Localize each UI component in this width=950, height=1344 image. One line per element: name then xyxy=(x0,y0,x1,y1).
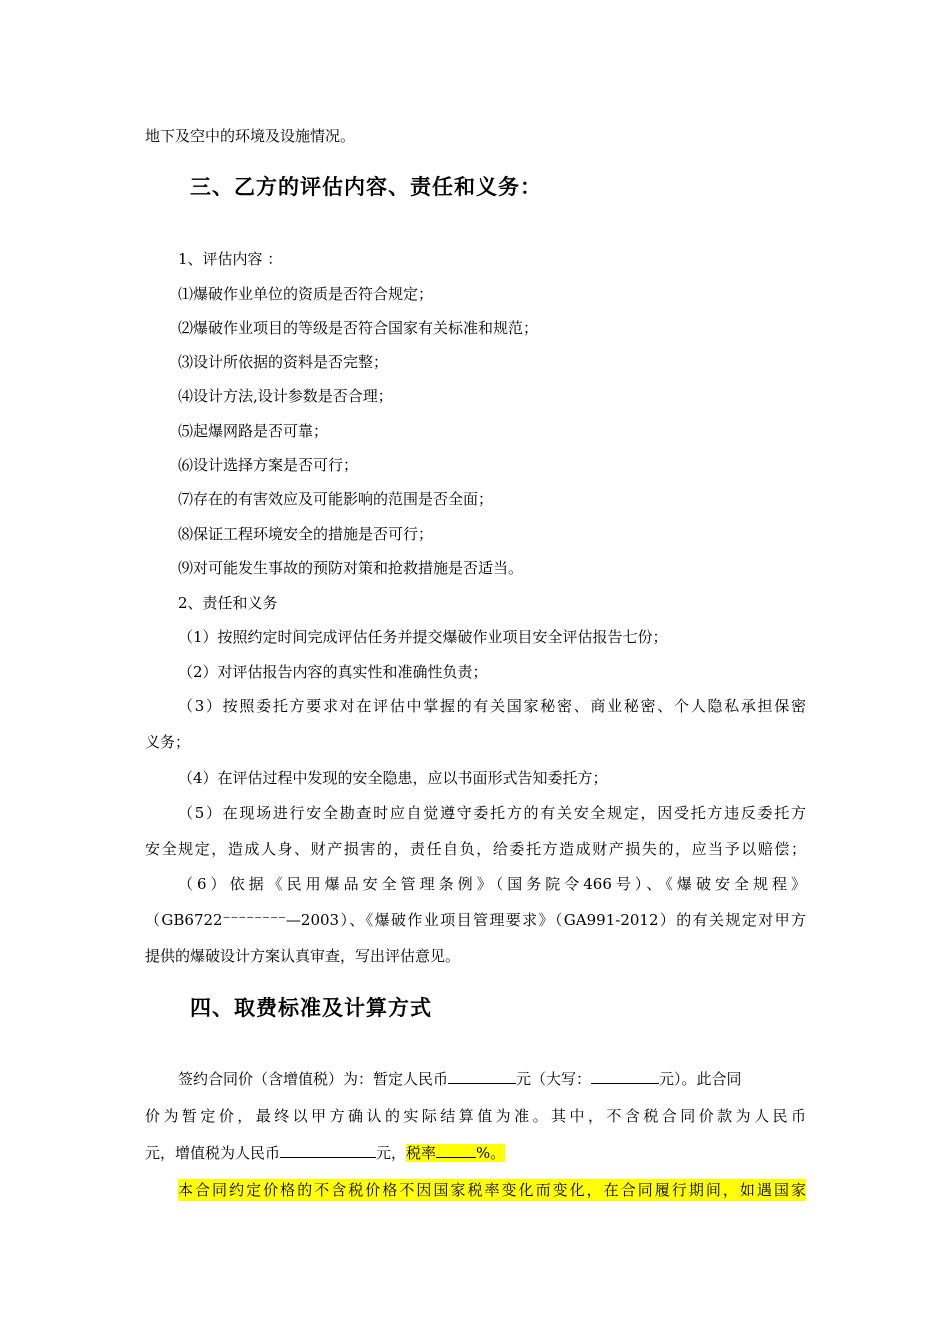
duty-item-3-line-2: 义务； xyxy=(145,733,191,751)
section-3-heading: 三、乙方的评估内容、责任和义务： xyxy=(190,175,542,199)
content-item-7: ⑺存在的有害效应及可能影响的范围是否全面； xyxy=(178,490,494,508)
price-paragraph-line-4: 本合同约定价格的不含税价格不因国家税率变化而变化，在合同履行期间，如遇国家 xyxy=(178,1181,806,1199)
content-item-4: ⑷设计方法,设计参数是否合理； xyxy=(178,387,393,405)
duty-item-6-line-3: 提供的爆破设计方案认真审查，写出评估意见。 xyxy=(145,947,461,965)
duty-item-4: （4）在评估过程中发现的安全隐患，应以书面形式告知委托方； xyxy=(178,769,608,787)
content-item-8: ⑻保证工程环境安全的措施是否可行； xyxy=(178,525,434,543)
section-4-heading: 四、取费标准及计算方式 xyxy=(190,996,432,1020)
tax-rate-percent: %。 xyxy=(476,1144,506,1162)
vat-blank[interactable] xyxy=(280,1142,376,1158)
intro-line: 地下及空中的环境及设施情况。 xyxy=(145,127,356,145)
content-item-1: ⑴爆破作业单位的资质是否符合规定； xyxy=(178,285,434,303)
duty-item-3-line-1: （3）按照委托方要求对在评估中掌握的有关国家秘密、商业秘密、个人隐私承担保密 xyxy=(178,697,806,715)
price-uppercase-label: 元（大写： xyxy=(516,1070,592,1088)
duty-item-6-line-2: （GB6722⁻⁻⁻⁻⁻⁻⁻⁻—2003）、《爆破作业项目管理要求》（GA991-2012）的有关规定对甲方 xyxy=(145,911,806,929)
content-item-6: ⑹设计选择方案是否可行； xyxy=(178,456,359,474)
price-label: 签约合同价（含增值税）为：暂定人民币 xyxy=(178,1070,449,1088)
duty-item-1: （1）按照约定时间完成评估任务并提交爆破作业项目安全评估报告七份； xyxy=(178,628,668,646)
content-item-2: ⑵爆破作业项目的等级是否符合国家有关标准和规范； xyxy=(178,319,539,337)
duty-item-5-line-1: （5）在现场进行安全勘查时应自觉遵守委托方的有关安全规定，因受托方违反委托方 xyxy=(178,804,806,822)
price-paragraph-line-3 xyxy=(145,1142,505,1164)
duty-item-2: （2）对评估报告内容的真实性和准确性负责； xyxy=(178,663,488,681)
content-item-5: ⑸起爆网路是否可靠； xyxy=(178,422,329,440)
tax-rate-blank[interactable] xyxy=(436,1142,476,1158)
tax-rate-label: 税率 xyxy=(406,1144,437,1162)
duty-title: 2、责任和义务 xyxy=(178,594,278,612)
duty-item-6-line-1: （6）依据《民用爆品安全管理条例》（国务院令466号）、《爆破安全规程》 xyxy=(178,875,806,893)
price-uppercase-blank[interactable] xyxy=(591,1068,659,1084)
tax-rate-highlight xyxy=(406,1144,505,1162)
vat-label: 元，增值税为人民币 xyxy=(145,1144,281,1162)
content-item-9: ⑼对可能发生事故的预防对策和抢救措施是否适当。 xyxy=(178,559,524,577)
price-paragraph-line-2: 价为暂定价，最终以甲方确认的实际结算值为准。其中，不含税合同价款为人民币 xyxy=(145,1107,806,1125)
content-title: 1、评估内容 ： xyxy=(178,250,283,268)
price-tail: 元）。此合同 xyxy=(659,1070,742,1088)
duty-item-5-line-2: 安全规定，造成人身、财产损害的，责任自负，给委托方造成财产损失的，应当予以赔偿； xyxy=(145,840,806,858)
vat-unit: 元， xyxy=(376,1144,407,1162)
price-blank[interactable] xyxy=(448,1068,516,1084)
price-paragraph-line-1 xyxy=(178,1068,742,1090)
content-item-3: ⑶设计所依据的资料是否完整； xyxy=(178,353,389,371)
